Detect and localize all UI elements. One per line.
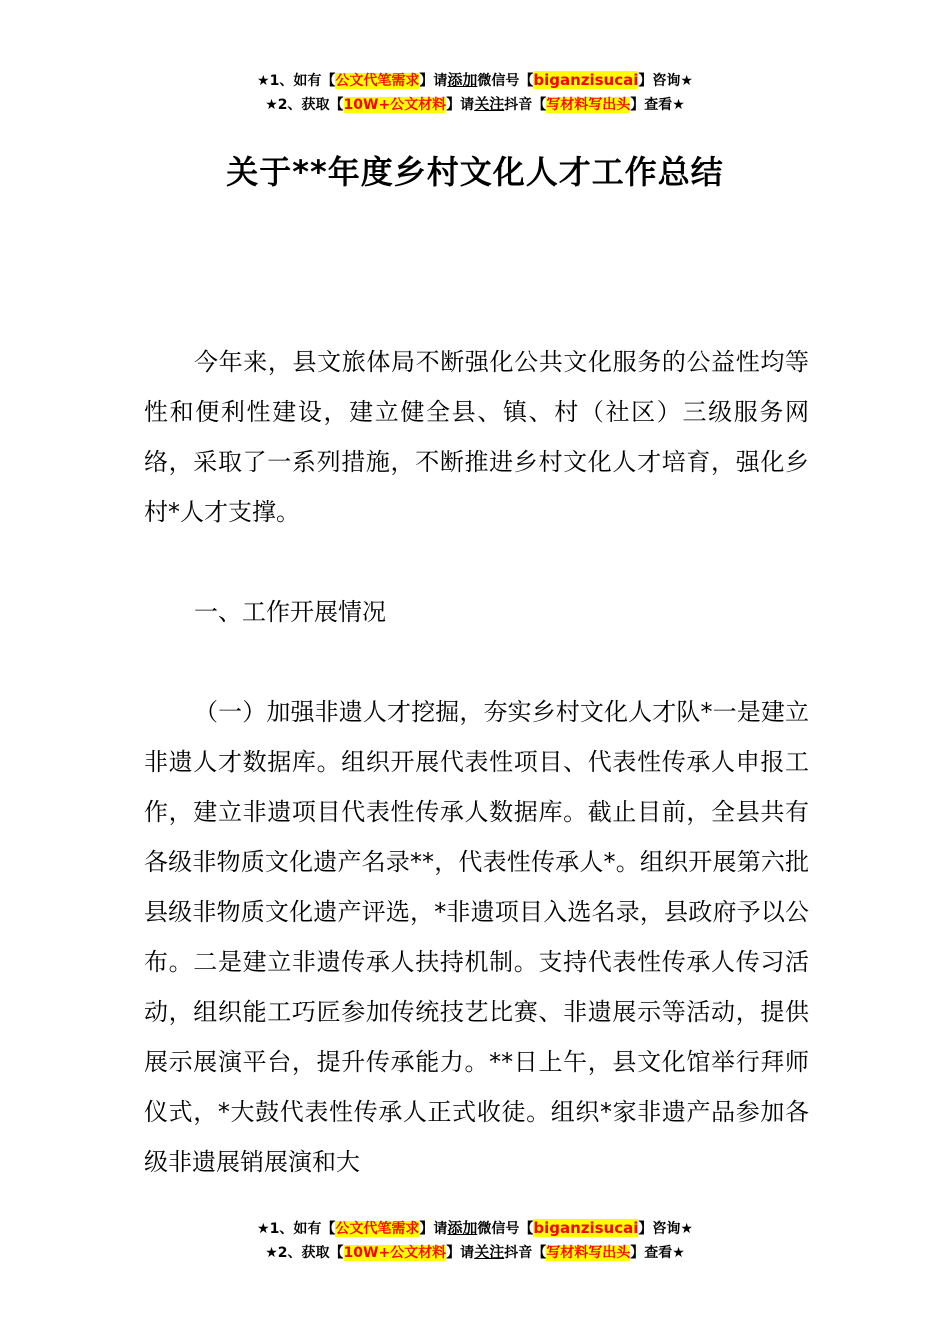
footer-highlight-service: 公文代笔需求: [335, 1221, 420, 1237]
footer-underline-add: 添加: [447, 1219, 478, 1237]
footer-banner-line-2: ★2、获取【10W+公文材料】请关注抖音【写材料写出头】查看★: [265, 1243, 685, 1261]
body-paragraph-2: （一）加强非遗人才挖掘，夯实乡村文化人才队*一是建立非遗人才数据库。组织开展代表性项目、代表性传承人申报工作，建立非遗项目代表性传承人数据库。截止目前，全县共有各级非物质文化遗产名录**，代表性传承人*。组织开展第六批县级非物质文化遗产评选，*非遗项目入选名录，县政府予以公布。二是建立非遗传承人扶持机制。支持代表性传承人传习活动，组织能工巧匠参加传统技艺比赛、非遗展示等活动，提供展示展演平台，提升传承能力。**日上午，县文化馆举行拜师仪式，*大鼓代表性传承人正式收徒。组织*家非遗产品参加各级非遗展销展演和大: [144, 698, 809, 1176]
footer-underline-follow: 关注: [474, 1243, 505, 1261]
header-highlight-service: 公文代笔需求: [335, 73, 420, 89]
footer-banner: [0, 1216, 950, 1264]
footer-highlight-douyin: 写材料写出头: [546, 1245, 631, 1261]
document-title: 关于**年度乡村文化人才工作总结: [226, 153, 724, 191]
footer-banner-line-1: ★1、如有【公文代笔需求】请添加微信号【biganzisucai】咨询★: [257, 1219, 693, 1237]
header-banner-line-2: ★2、获取【10W+公文材料】请关注抖音【写材料写出头】查看★: [265, 95, 685, 113]
intro-paragraph: 今年来，县文旅体局不断强化公共文化服务的公益性均等性和便利性建设，建立健全县、镇、村（社区）三级服务网络，采取了一系列措施，不断推进乡村文化人才培育，强化乡村*人才支撑。: [144, 348, 809, 526]
header-underline-follow: 关注: [474, 95, 505, 113]
header-banner-line-1: ★1、如有【公文代笔需求】请添加微信号【biganzisucai】咨询★: [257, 71, 693, 89]
header-highlight-douyin: 写材料写出头: [546, 97, 631, 113]
footer-highlight-materials: 10W+公文材料: [343, 1245, 447, 1261]
header-highlight-materials: 10W+公文材料: [343, 97, 447, 113]
header-highlight-wechat-id: biganzisucai: [533, 71, 639, 89]
header-banner: [0, 68, 950, 116]
footer-highlight-wechat-id: biganzisucai: [533, 1219, 639, 1237]
section-heading-1: 一、工作开展情况: [194, 598, 386, 626]
header-underline-add: 添加: [447, 71, 478, 89]
